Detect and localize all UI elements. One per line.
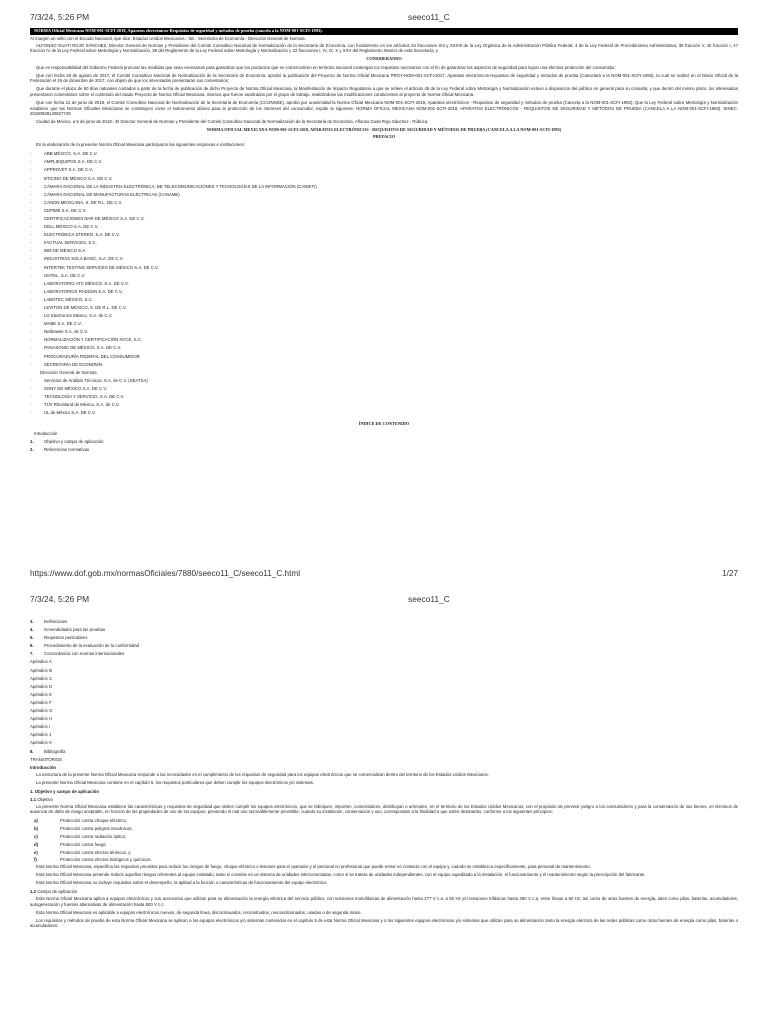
appendix-item: Apéndice F: [30, 699, 52, 705]
participant-name: TECNOLOGÍA Y SERVICIO, S.A. DE C.V.: [44, 394, 125, 400]
participant-name: CANON MEXICANA, S. DE R.L. DE C.V.: [44, 199, 123, 205]
principles-list: [30, 817, 738, 864]
scope-paragraph: Esta Norma Oficial Mexicana pretende reducir aquellos riesgos referentes al equipo instalado, tanto si consiste en un sistema de unidades interconectadas, como si se tratara de unidades independientes, con el equipo supeditado a la instalación, el funcionamiento y el mantenimiento según la prescripción del fabricante.: [36, 872, 646, 878]
list-dash: -: [30, 410, 32, 416]
considerando-paragraph: Que con fecha 28 de agosto de 2017, el Comité Consultivo Nacional de Normalización de la Secretaría de Economía, aprobó la publicación del Proyecto de Norma Oficial Mexicana PROY-NOM-001-SCFI-2017, Aparatos electrónicos-requisitos de seguridad y métodos de prueba (Cancelará a la NOM-001-SCFI-1993), la cual se realizó en el Diario Oficial de la Federación el 19 de diciembre de 2017, con objeto de que los interesados presentaran sus comentarios;: [30, 72, 738, 84]
appendix-item: Apéndice G: [30, 708, 53, 714]
toc-label: Referencias normativas: [44, 447, 90, 453]
list-dash: -: [30, 345, 32, 351]
principle-text: Protección contra radiación óptica;: [60, 833, 126, 839]
list-dash: -: [30, 321, 32, 327]
list-dash: -: [30, 296, 32, 302]
objetivo-paragraph: La presente Norma Oficial Mexicana establece las características y requisitos de seguridad que deben cumplir los equipos electrónicos, que se fabriquen, importen, comercialicen, distribuyan o arrienden, en el territorio de los Estados Unidos Mexicanos, con el propósito de prevenir peligro a los consumidores y para la conservación de sus bienes, en términos de ausencia de daño de riesgo aceptable, en función de las propiedades de uso de los equipos, previendo el mal uso razonablemente previsible, cuando su instalación, conservación y uso, correspondan a la finalidad a que estén destinados, conforme a los siguientes principios:: [30, 803, 738, 815]
list-dash: -: [30, 305, 32, 311]
participant-name: FACTUAL SERVICES, S.C.: [44, 240, 97, 246]
appendix-item: Apéndice K: [30, 740, 52, 746]
participant-item: [30, 361, 738, 369]
participant-item: [30, 158, 738, 166]
list-dash: -: [30, 175, 32, 181]
appendix-item: Apéndice A: [30, 659, 52, 665]
participant-item: [30, 231, 738, 239]
participant-item: [30, 288, 738, 296]
seal-line: Al margen un sello con el Escudo Nacional, que dice: Estados Unidos Mexicanos.- SE.- Secretaría de Economía.- Dirección General de Normas.: [30, 34, 738, 42]
toc-label: Objetivo y campo de aplicación: [44, 439, 104, 445]
participant-name: CERTIFICACIONES NHR DE MÉXICO S.A. DE C.V.: [44, 215, 145, 221]
toc-introduction: Introducción: [34, 430, 58, 436]
toc-item: [30, 650, 738, 658]
list-dash: -: [30, 313, 32, 319]
participant-name: BTICINO DE MÉXICO S.A. DE C.V.: [44, 175, 113, 181]
appendix-item: Apéndice J: [30, 732, 52, 738]
participant-name: CÁMARA NACIONAL DE LA INDUSTRIA ELECTRÓNICA, DE TELECOMUNICACIONES Y TECNOLOGÍAS DE LA INFORMACIÓN (CANIETI): [44, 183, 317, 189]
considerando-heading: CONSIDERANDO: [366, 56, 402, 62]
list-dash: -: [30, 159, 32, 165]
intro-paragraph: La presente Norma Oficial Mexicana contiene en el capítulo 5, los requisitos particulares que deben cumplir los equipos electrónicos y/o sistemas.: [36, 779, 315, 785]
principle-text: Protección contra efectos biológicos y químicos.: [60, 857, 152, 863]
participant-name: Netbrawte S.A. de C.V.: [44, 329, 89, 335]
participant-name: IBM DE MÉXICO S.A.: [44, 248, 87, 254]
list-dash: -: [30, 215, 32, 221]
section-1-heading: 1. Objetivo y campo de aplicación: [30, 788, 100, 794]
toc-item: [30, 438, 738, 446]
preamble-paragraph: ALFONSO GUATI ROJO SÁNCHEZ, Director General de Normas y Presidente del Comité Consultivo Nacional de Normalización de la Secretaría de Economía, con fundamento en los artículos 34 fracciones XIII y XXXIII de la Ley Orgánica de la Administración Pública Federal; 4 de la Ley Federal de Procedimiento Administrativo; 39 fracción V, 40 fracción I, 47 fracción IV de la Ley Federal sobre Metrología y Normalización, 39 del Reglamento de la Ley Federal sobre Metrología y Normalización y 22 fracciones I, IV, IX, X y XXV del Reglamento Interior de esta Secretaría, y: [30, 42, 738, 54]
principle-item: [30, 856, 738, 864]
toc-item: [30, 446, 738, 454]
participant-name: LABOTEC MÉXICO, S.C.: [44, 296, 93, 302]
toc-item: [30, 618, 738, 626]
subsection-number: 1.2: [30, 889, 36, 895]
participant-list: [30, 150, 738, 369]
toc-item: [30, 634, 738, 642]
norm-title: NORMA OFICIAL MEXICANA NOM-001-SCFI-2018, APARATOS ELECTRÓNICOS - REQUISITOS DE SEGURIDAD Y MÉTODOS DE PRUEBA (CANCELA A LA NOM-001-SCFI-1993): [206, 127, 562, 133]
participant-name: TÜV Rheinland de México, S.A. de C.V.: [44, 402, 120, 408]
toc-label: Requisitos particulares: [44, 635, 88, 641]
list-dash: -: [30, 256, 32, 262]
toc-number: 3.: [30, 619, 34, 624]
principle-letter: a): [34, 818, 38, 824]
participant-name: ABB MÉXICO, S.A. DE C.V.: [44, 151, 98, 157]
list-dash: -: [30, 264, 32, 270]
principle-letter: c): [34, 833, 38, 839]
participant-item: [30, 166, 738, 174]
principle-letter: e): [34, 849, 38, 855]
participant-item: [30, 280, 738, 288]
participant-item: [30, 199, 738, 207]
list-dash: -: [30, 385, 32, 391]
subsection-1-2: [30, 888, 738, 896]
participant-item: [30, 401, 738, 409]
toc-page2: [30, 618, 738, 658]
subsection-number: 1.1: [30, 796, 36, 802]
subsection-label: Objetivo: [37, 796, 53, 802]
toc-label: Bibliografía: [44, 748, 66, 754]
considerando-paragraph: Que con fecha 21 de junio de 2018, el Comité Consultivo Nacional de Normalización de la Secretaría de Economía (CCONNSE), aprobó por unanimidad la Norma Oficial Mexicana NOM-001-SCFI-2018, Aparatos electrónicos - Requisitos de seguridad y métodos de prueba (Cancela a la NOM-001-SCFI-1993); Que la Ley Federal sobre Metrología y Normalización establece que las Normas Oficiales Mexicanas se constituyen como el instrumento idóneo para la protección de los intereses del consumidor, expide la siguiente: NORMA OFICIAL MEXICANA NOM-001-SCFI-2018, APARATOS ELECTRÓNICOS - REQUISITOS DE SEGURIDAD Y MÉTODOS DE PRUEBA (CANCELA A LA NOM-001-SCFI-1993). SINEC- 20180928140827749: [30, 99, 738, 117]
participant-item: [30, 272, 738, 280]
principle-letter: d): [34, 841, 39, 847]
principle-text: Protección contra efectos térmicos, y: [60, 849, 131, 855]
toc-number: 5.: [30, 635, 34, 641]
principle-letter: f): [34, 857, 37, 863]
list-dash: -: [30, 329, 32, 335]
participant-name: ISATEL, S.A. DE C.V.: [44, 272, 86, 278]
participant-name: LABORATORIO ATC MÉXICO, S.A. DE C.V.: [44, 280, 129, 286]
toc-number: 1.: [30, 439, 34, 445]
list-dash: -: [30, 288, 32, 294]
participant-item: [30, 191, 738, 199]
toc-number: 6.: [30, 643, 34, 649]
appendix-item: Apéndice H: [30, 716, 53, 722]
campo-paragraph: Los requisitos y métodos de prueba de esta Norma Oficial Mexicana se aplican a los equipos electrónicos y/o sistemas contenidos en el capítulo 5 de esta Norma Oficial Mexicana y a los siguientes equipos electrónicos y/o sistemas que utilizan para su alimentación tanto la energía eléctrica de las redes públicas como otras fuentes de energía como pilas, baterías o acumuladores:: [30, 917, 738, 929]
toc-number: 7.: [30, 651, 34, 657]
toc-label: Concordancia con normas internacionales: [44, 651, 125, 657]
list-dash: -: [30, 207, 32, 213]
participant-item: [30, 255, 738, 263]
participant-name: CEPIME S.A. DE C.V.: [44, 207, 87, 213]
participant-name: PROCURADURÍA FEDERAL DEL CONSUMIDOR: [44, 353, 140, 359]
participant-name: APPROVET S.A. DE C.V.: [44, 167, 93, 173]
list-dash: -: [30, 280, 32, 286]
toc-number: 8.: [30, 748, 34, 754]
participant-name: ELECTRÓNICA STEREN, S.A. DE C.V.: [44, 232, 120, 238]
principle-item: [30, 817, 738, 825]
list-dash: -: [30, 183, 32, 189]
participant-item: [30, 393, 738, 401]
participant-item: [30, 320, 738, 328]
participant-item: [30, 385, 738, 393]
print-date: 7/3/24, 5:26 PM: [30, 12, 90, 22]
participant-name: CÁMARA NACIONAL DE MANUFACTURAS ELÉCTRICAS (CANAME): [44, 191, 180, 197]
list-dash: -: [30, 151, 32, 157]
norm-banner: NORMA Oficial Mexicana NOM-001-SCFI-2018, Aparatos electrónicos-Requisitos de seguridad y métodos de prueba (cancela a la NOM-001-SCFI-1993).: [30, 28, 738, 34]
print-header: [30, 592, 738, 606]
appendix-item: Apéndice I: [30, 724, 51, 730]
list-dash: -: [30, 377, 32, 383]
considerando-paragraph: Que durante el plazo de 60 días naturales contados a partir de la fecha de publicación de dicho Proyecto de Norma Oficial Mexicana, la Manifestación de Impacto Regulatorio a que se refiere el artículo 45 de la Ley Federal sobre Metrología y Normalización estuvo a disposición del público en general para su consulta; y que dentro del mismo plazo, los interesados presentaron comentarios sobre el contenido del citado Proyecto de Norma Oficial Mexicana, mismos que fueron analizados por el grupo de trabajo, realizándose las modificaciones conducentes al proyecto de Norma Oficial Mexicana.: [30, 86, 738, 97]
participant-item: [30, 296, 738, 304]
indice-heading: ÍNDICE DE CONTENIDO: [358, 421, 410, 427]
participant-name: INDUSTRIAS SOLA BASIC, S.A. DE C.V.: [44, 256, 124, 262]
print-date: 7/3/24, 5:26 PM: [30, 594, 90, 604]
participant-name: DELL MÉXICO S.A. DE C.V.: [44, 224, 99, 230]
list-dash: -: [30, 191, 32, 197]
participant-item: [30, 150, 738, 158]
participant-name: LG Electronics México, S.A. de C.V.: [44, 313, 113, 319]
list-dash: -: [30, 272, 32, 278]
participant-item: [30, 336, 738, 344]
campo-paragraph: Esta Norma Oficial Mexicana es aplicable a equipos electrónicos nuevos, de segunda línea, discontinuados, reconstruidos, reacondicionados, usados o de segunda mano.: [36, 909, 362, 915]
signature-line: Ciudad de México, a 5 de junio de 2018.- El Director General de Normas y Presidente del Comité Consultivo Nacional de Normalización de la Secretaría de Economía, Alfonso Guati Rojo Sánchez.- Rúbrica.: [36, 119, 429, 125]
subsection-label: Campo de aplicación: [37, 889, 78, 895]
appendix-item: Apéndice E: [30, 691, 52, 697]
appendix-item: Apéndice B: [30, 667, 52, 673]
subsection-1-1: [30, 796, 738, 804]
participant-name: LEVITON DE MÉXICO, S. DE R.L. DE C.V.: [44, 305, 127, 311]
principle-text: Protección contra fuego;: [60, 841, 107, 847]
participant-list-continued: [30, 377, 738, 417]
appendix-item: Apéndice D: [30, 683, 53, 689]
principle-item: [30, 825, 738, 833]
principle-item: [30, 849, 738, 857]
appendix-list: [30, 658, 738, 747]
dgn-label: Dirección General de Normas: [40, 369, 97, 375]
participant-name: SECRETARÍA DE ECONOMÍA: [44, 361, 103, 367]
toc-label: Definiciones: [44, 619, 68, 624]
participant-name: SONY DE MÉXICO S.A. DE C.V.: [44, 385, 108, 391]
principle-letter: b): [34, 826, 39, 832]
toc-number: 4.: [30, 627, 34, 633]
principle-item: [30, 833, 738, 841]
page-number: 1/27: [722, 569, 738, 578]
list-dash: -: [30, 361, 32, 367]
list-dash: -: [30, 337, 32, 343]
campo-paragraph: Esta Norma Oficial Mexicana aplica a equipos electrónicos y sus accesorios que utilizan para su alimentación la energía eléctrica del servicio público, con tensiones monofásicas de alimentación hasta 277 V c.a. a 60 Hz y/o tensiones trifásicas hasta 480 V c.a. entre líneas a 60 Hz; así como de otras fuentes de energía, tales como pilas, baterías, acumuladores, autogeneración y fuentes alternativas de alimentación hasta 500 V c.c.: [30, 896, 738, 907]
introduccion-heading: Introducción: [30, 764, 57, 770]
appendix-item: Apéndice C: [30, 675, 53, 681]
list-dash: -: [30, 232, 32, 238]
participant-item: [30, 207, 738, 215]
participant-item: [30, 175, 738, 183]
toc-item: [30, 642, 738, 650]
participant-item: [30, 304, 738, 312]
participant-item: [30, 239, 738, 247]
print-title: seeco11_C: [408, 594, 450, 604]
prefacio-heading: PREFACIO: [372, 133, 396, 139]
scope-paragraph: Esta Norma Oficial Mexicana, especifica los requisitos previstos para reducir los riesgos de fuego, choque eléctrico o lesiones para el operador y el personal no profesional que puede entrar en contacto con el equipo y, cuando se establezca específicamente, para personal de mantenimiento.: [36, 864, 591, 870]
participant-name: MABE S.A. DE C.V.: [44, 321, 82, 327]
participant-item: [30, 183, 738, 191]
intro-paragraph: La estructura de la presente Norma Oficial Mexicana responde a las necesidades en el cumplimiento de los requisitos de seguridad para los equipos electrónicos que se comercializan dentro del territorio de los Estados Unidos Mexicanos.: [36, 771, 489, 777]
participant-name: NORMALIZACIÓN Y CERTIFICACIÓN NYCE, S.C.: [44, 337, 143, 343]
principle-item: [30, 841, 738, 849]
participant-item: [30, 215, 738, 223]
principle-text: Protección contra choque eléctrico;: [60, 818, 128, 824]
participant-item: [30, 353, 738, 361]
participant-item: [30, 312, 738, 320]
participant-item: [30, 328, 738, 336]
participant-item: [30, 247, 738, 255]
participant-item: [30, 344, 738, 352]
participant-item: [30, 377, 738, 385]
document-body: [30, 28, 738, 454]
list-dash: -: [30, 167, 32, 173]
participant-name: AMPLIEQUIPOS S.A. DE C.V.: [44, 159, 103, 165]
list-dash: -: [30, 224, 32, 230]
toc-number: 2.: [30, 447, 34, 453]
participant-name: Servicios de Análisis Técnicos, S.A. de C.V. (SEATSA): [44, 377, 148, 383]
prefacio-intro: En la elaboración de la presente Norma Oficial Mexicana participaron las siguientes empresas e instituciones:: [36, 142, 245, 148]
document-body-continued: [30, 618, 738, 931]
scope-paragraph: Esta Norma Oficial Mexicana no incluye requisitos sobre el desempeño, la aptitud a la función o características de funcionamiento del equipo electrónico.: [36, 880, 328, 886]
participant-item: [30, 223, 738, 231]
page-url[interactable]: https://www.dof.gob.mx/normasOficiales/7880/seeco11_C/seeco11_C.html: [30, 569, 301, 578]
toc-bibliography: [30, 748, 738, 772]
participant-item: [30, 264, 738, 272]
participant-name: PANASONIC DE MÉXICO, S.A. DE C.V.: [44, 345, 122, 351]
toc-transitorios: TRANSITORIOS: [30, 756, 63, 762]
list-dash: -: [30, 402, 32, 408]
list-dash: -: [30, 353, 32, 359]
principle-text: Protección contra peligros mecánicos;: [60, 826, 133, 832]
print-footer: [30, 569, 738, 581]
participant-item: [30, 409, 738, 417]
toc-label: Generalidades para las pruebas: [44, 627, 106, 633]
print-title: seeco11_C: [408, 12, 450, 22]
toc-item: [30, 748, 738, 756]
participant-name: LABORATORIOS RADSON S.A. DE C.V.: [44, 288, 123, 294]
list-dash: -: [30, 394, 32, 400]
participant-name: INTERTEK TESTING SERVICES DE MÉXICO S.A. DE C.V.: [44, 264, 159, 270]
toc-page1: [30, 430, 738, 454]
list-dash: -: [30, 248, 32, 254]
pdf-page-2: [0, 582, 768, 1024]
participant-name: UL de México S.A. DE C.V.: [44, 410, 96, 416]
list-dash: -: [30, 240, 32, 246]
considerando-paragraph: Que es responsabilidad del Gobierno Federal procurar las medidas que sean necesarias para garantizar que los productos que se comercialicen en territorio nacional contengan los requisitos necesarios con el fin de garantizar los aspectos de seguridad para lograr una efectiva protección del consumidor;: [36, 64, 616, 70]
toc-item: [30, 626, 738, 634]
list-dash: -: [30, 199, 32, 205]
print-header: [30, 10, 738, 24]
toc-label: Procedimiento de la evaluación de la conformidad: [44, 643, 140, 649]
